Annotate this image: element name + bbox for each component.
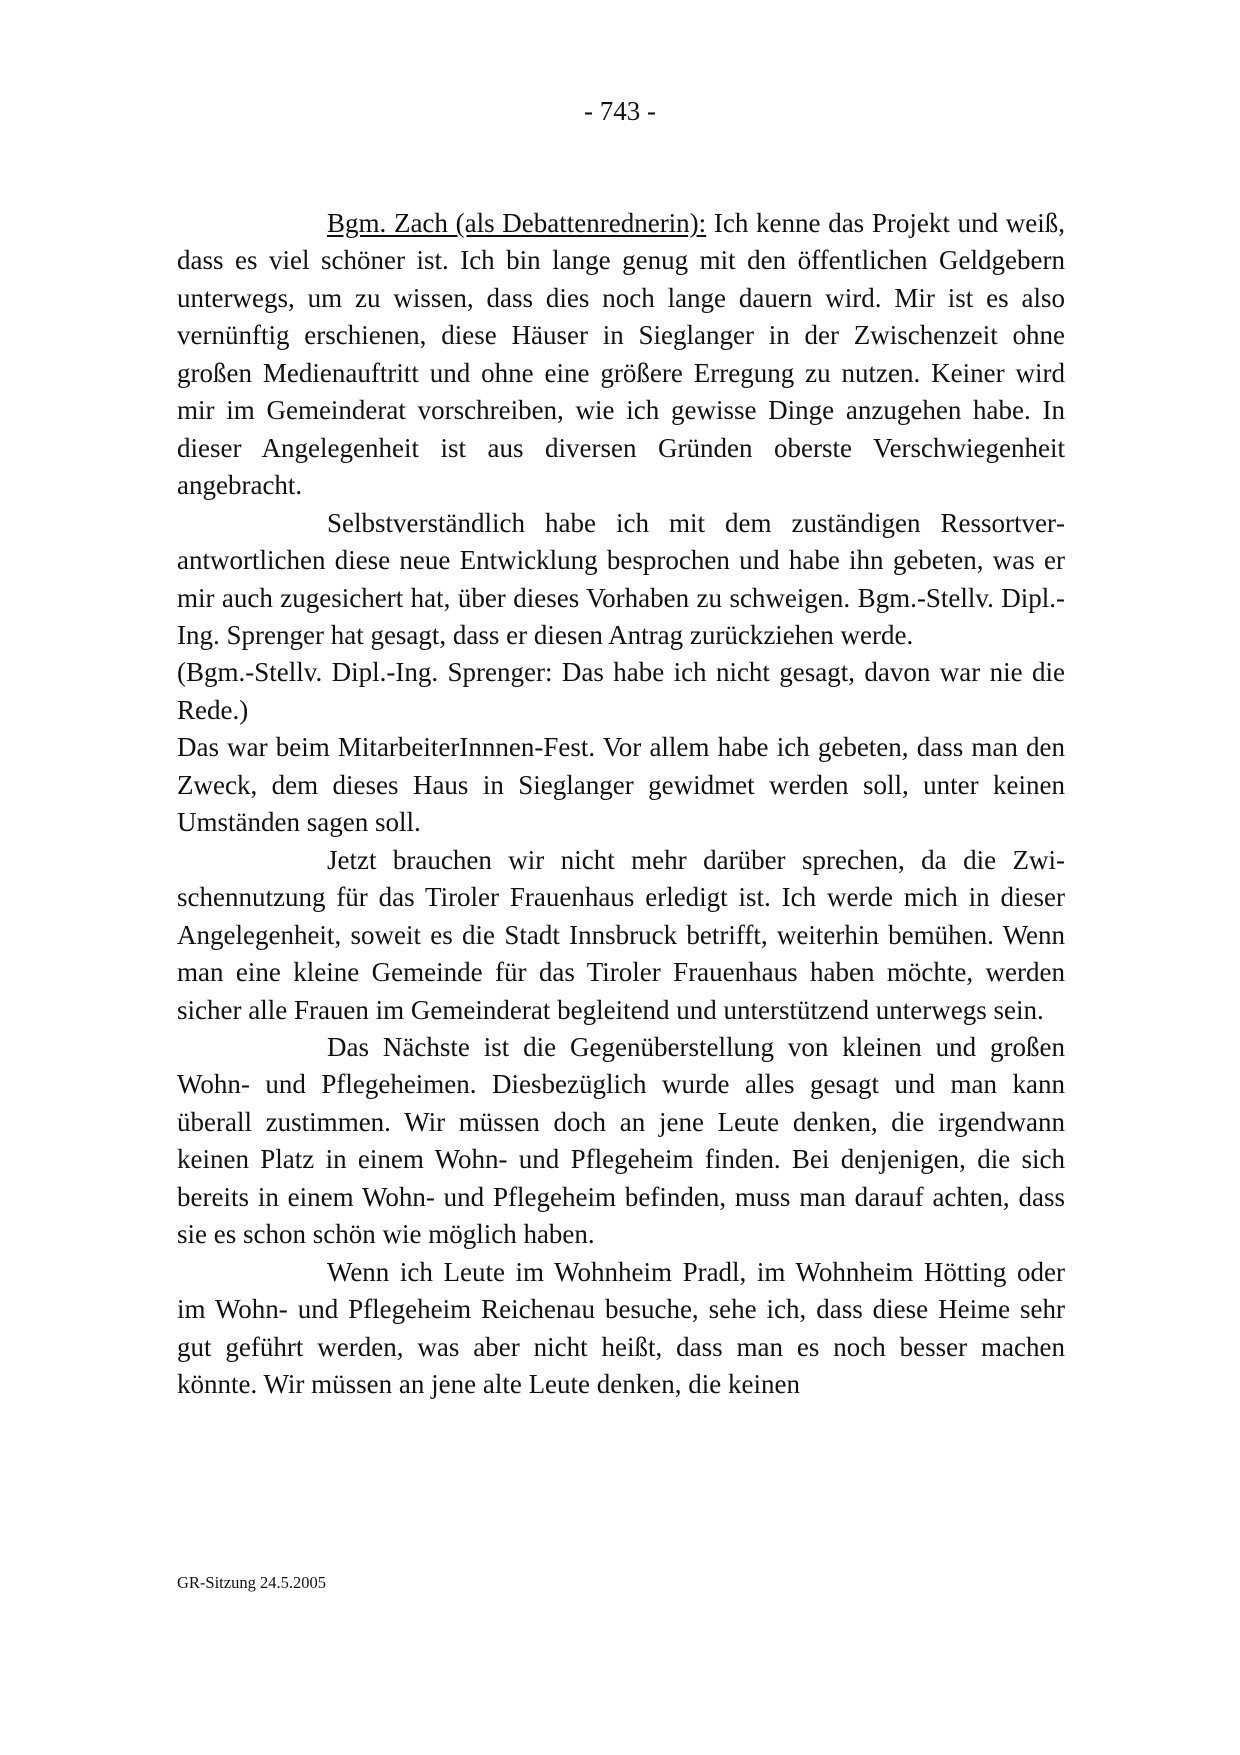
body-text (177, 205, 1065, 1404)
page-number: - 743 - (584, 96, 656, 126)
paragraph-text: Ich kenne das Projekt und weiß, dass es viel schöner ist. Ich bin lange genug mit den öffentlichen Geldgebern unterwegs, um zu wissen, dass dies noch lange dauern wird. Mir ist es also vernünftig erschienen, diese Häuser in Sieglanger in der Zwischenzeit ohne großen Medienauftritt und ohne eine größere Erregung zu nutzen. Keiner wird mir im Gemeinderat vorschreiben, wie ich gewisse Dinge anzugehen habe. In dieser Angelegenheit ist aus diversen Gründen oberste Verschwiegenheit angebracht. (177, 208, 1065, 501)
paragraph: Das war beim MitarbeiterInnnen-Fest. Vor allem habe ich gebeten, dass man den Zweck, dem dieses Haus in Sieglanger gewidmet werden soll, unter keinen Umständen sagen soll. (177, 732, 1065, 838)
paragraph: Das Nächste ist die Gegenüberstellung von kleinen und großen Wohn- und Pflegeheimen. Diesbezüglich wurde alles gesagt und man kann überall zustimmen. Wir müssen doch an jene Leute denken, die irgendwann keinen Platz in einem Wohn- und Pflegeheim finden. Bei denjenigen, die sich bereits in einem Wohn- und Pflegeheim befinden, muss man darauf achten, dass sie es schon schön wie möglich haben. (177, 1031, 1065, 1250)
speaker-label: Bgm. Zach (als Debattenrednerin): (327, 208, 707, 238)
paragraph: Jetzt brauchen wir nicht mehr darüber sprechen, da die Zwischennutzung für das Tiroler Frauenhaus erledigt ist. Ich werde mich in dieser Angelegenheit, soweit es die Stadt Innsbruck betrifft, weiterhin bemühen. Wenn man eine kleine Gemeinde für das Tiroler Frauenhaus haben möchte, werden sicher alle Frauen im Gemeinderat begleitend und unterstützend unterwegs sein. (177, 844, 1065, 1025)
paragraph-speech-zach (177, 205, 1065, 505)
paragraph-interjection: (Bgm.-Stellv. Dipl.-Ing. Sprenger: Das habe ich nicht gesagt, davon war nie die Rede.) (177, 657, 1065, 725)
paragraph: Selbstverständlich habe ich mit dem zuständigen Ressortverantwortlichen diese neue Entwicklung besprochen und habe ihn gebeten, was er mir auch zugesichert hat, über dieses Vorhaben zu schweigen. Bgm.-Stellv. Dipl.-Ing. Sprenger hat gesagt, dass er diesen Antrag zurückziehen werde. (177, 507, 1065, 650)
paragraph: Wenn ich Leute im Wohnheim Pradl, im Wohnheim Hötting oder im Wohn- und Pflegeheim Reichenau besuche, sehe ich, dass diese Heime sehr gut geführt werden, was aber nicht heißt, dass man es noch besser machen könnte. Wir müssen an jene alte Leute denken, die keinen (177, 1256, 1065, 1400)
footer-session-date: GR-Sitzung 24.5.2005 (177, 1573, 326, 1592)
